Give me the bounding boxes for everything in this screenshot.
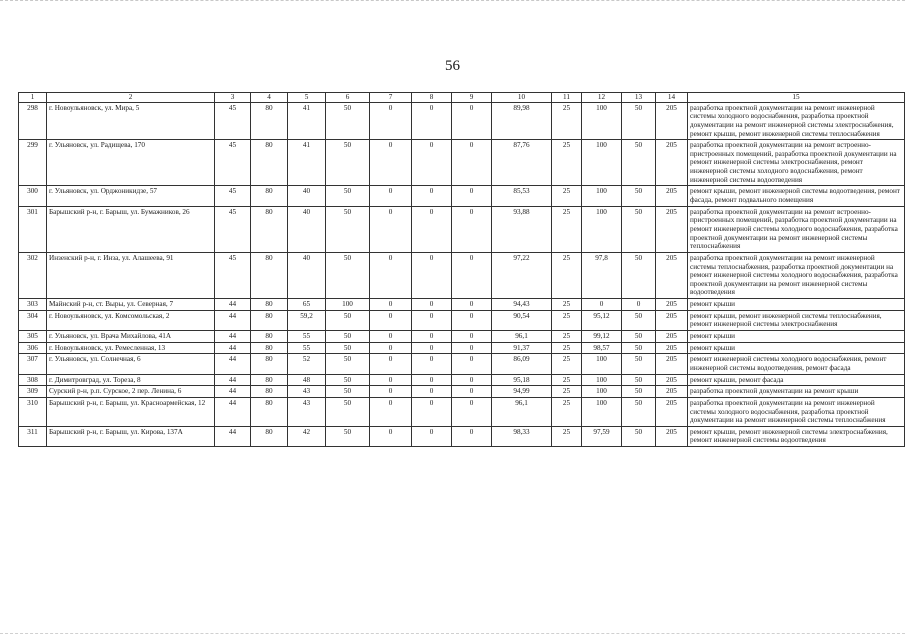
- cell-works: разработка проектной документации на ремонт инженерной системы холодного водоснабжения, разработка проектной документации на ремонт инженерной системы теплоснабжения: [688, 397, 905, 426]
- cell-c4: 80: [251, 354, 288, 374]
- cell-c6: 50: [326, 206, 370, 252]
- cell-n: 311: [19, 426, 47, 446]
- cell-c4: 80: [251, 397, 288, 426]
- cell-c6: 50: [326, 354, 370, 374]
- cell-c5: 42: [288, 426, 326, 446]
- cell-works: разработка проектной документации на ремонт крыши: [688, 386, 905, 398]
- cell-c14: 205: [656, 426, 688, 446]
- cell-c9: 0: [452, 342, 492, 354]
- cell-c9: 0: [452, 140, 492, 186]
- cell-c4: 80: [251, 299, 288, 311]
- cell-c11: 25: [552, 342, 582, 354]
- cell-c13: 50: [622, 186, 656, 206]
- cell-c8: 0: [412, 186, 452, 206]
- column-header-10: 10: [492, 93, 552, 103]
- cell-c11: 25: [552, 397, 582, 426]
- scan-bottom-edge: [0, 633, 905, 634]
- cell-c14: 205: [656, 342, 688, 354]
- cell-works: разработка проектной документации на ремонт инженерной системы теплоснабжения, разработка проектной документации на ремонт инженерной системы холодного водоснабжения, разработка проектной документации на ремонт инженерной системы водоотведения: [688, 252, 905, 298]
- table-row: [19, 342, 905, 354]
- cell-c10: 94,99: [492, 386, 552, 398]
- cell-c4: 80: [251, 252, 288, 298]
- cell-c8: 0: [412, 426, 452, 446]
- cell-c10: 96,1: [492, 331, 552, 343]
- cell-c6: 50: [326, 310, 370, 330]
- cell-works: разработка проектной документации на ремонт встроенно-пристроенных помещений, разработка проектной документации на ремонт инженерной системы электроснабжения, ремонт инженерной системы холодного водоснабжения, ремонт инженерной системы водоотведения: [688, 140, 905, 186]
- cell-c5: 40: [288, 186, 326, 206]
- cell-addr: г. Новоульяновск, ул. Мира, 5: [47, 102, 215, 140]
- cell-c6: 50: [326, 102, 370, 140]
- cell-works: ремонт крыши, ремонт инженерной системы теплоснабжения, ремонт инженерной системы электроснабжения: [688, 310, 905, 330]
- cell-c11: 25: [552, 140, 582, 186]
- cell-c9: 0: [452, 206, 492, 252]
- cell-c3: 45: [215, 206, 251, 252]
- table-row: [19, 299, 905, 311]
- cell-c12: 97,59: [582, 426, 622, 446]
- cell-c8: 0: [412, 342, 452, 354]
- cell-n: 301: [19, 206, 47, 252]
- cell-works: ремонт крыши: [688, 342, 905, 354]
- table-row: [19, 331, 905, 343]
- cell-c5: 55: [288, 342, 326, 354]
- cell-n: 303: [19, 299, 47, 311]
- cell-c9: 0: [452, 299, 492, 311]
- cell-c10: 85,53: [492, 186, 552, 206]
- cell-n: 306: [19, 342, 47, 354]
- cell-c5: 40: [288, 206, 326, 252]
- cell-c14: 205: [656, 102, 688, 140]
- cell-c13: 50: [622, 140, 656, 186]
- column-header-3: 3: [215, 93, 251, 103]
- cell-c8: 0: [412, 386, 452, 398]
- cell-c14: 205: [656, 354, 688, 374]
- table-row: [19, 374, 905, 386]
- cell-c5: 41: [288, 140, 326, 186]
- cell-addr: Барышский р-н, г. Барыш, ул. Красноармейская, 12: [47, 397, 215, 426]
- cell-c9: 0: [452, 102, 492, 140]
- column-header-14: 14: [656, 93, 688, 103]
- cell-n: 304: [19, 310, 47, 330]
- cell-c7: 0: [370, 299, 412, 311]
- cell-c5: 40: [288, 252, 326, 298]
- cell-c7: 0: [370, 426, 412, 446]
- header-row: [19, 93, 905, 103]
- cell-n: 310: [19, 397, 47, 426]
- cell-works: ремонт инженерной системы холодного водоснабжения, ремонт инженерной системы водоотведения, ремонт фасада: [688, 354, 905, 374]
- cell-c14: 205: [656, 140, 688, 186]
- cell-addr: Инзенский р-н, г. Инза, ул. Алашеева, 91: [47, 252, 215, 298]
- cell-c4: 80: [251, 140, 288, 186]
- cell-c7: 0: [370, 397, 412, 426]
- cell-works: ремонт крыши, ремонт инженерной системы электроснабжения, ремонт инженерной системы водоотведения: [688, 426, 905, 446]
- cell-c14: 205: [656, 310, 688, 330]
- cell-addr: г. Ульяновск, ул. Солнечная, 6: [47, 354, 215, 374]
- cell-c7: 0: [370, 331, 412, 343]
- cell-c11: 25: [552, 252, 582, 298]
- cell-c10: 86,09: [492, 354, 552, 374]
- table-row: [19, 252, 905, 298]
- cell-c6: 50: [326, 342, 370, 354]
- cell-c10: 96,1: [492, 397, 552, 426]
- table-row: [19, 140, 905, 186]
- cell-n: 305: [19, 331, 47, 343]
- cell-n: 309: [19, 386, 47, 398]
- cell-c14: 205: [656, 252, 688, 298]
- cell-c13: 50: [622, 386, 656, 398]
- cell-n: 299: [19, 140, 47, 186]
- cell-c5: 52: [288, 354, 326, 374]
- cell-c10: 97,22: [492, 252, 552, 298]
- column-header-12: 12: [582, 93, 622, 103]
- cell-c14: 205: [656, 299, 688, 311]
- column-header-13: 13: [622, 93, 656, 103]
- cell-c14: 205: [656, 206, 688, 252]
- cell-n: 307: [19, 354, 47, 374]
- cell-c14: 205: [656, 186, 688, 206]
- cell-c3: 45: [215, 186, 251, 206]
- cell-c8: 0: [412, 206, 452, 252]
- table-row: [19, 102, 905, 140]
- cell-c4: 80: [251, 206, 288, 252]
- cell-addr: Сурский р-н, р.п. Сурское, 2 пер. Ленина, 6: [47, 386, 215, 398]
- cell-c11: 25: [552, 331, 582, 343]
- cell-c6: 50: [326, 426, 370, 446]
- cell-c14: 205: [656, 397, 688, 426]
- cell-c12: 99,12: [582, 331, 622, 343]
- cell-c7: 0: [370, 310, 412, 330]
- cell-works: ремонт крыши: [688, 331, 905, 343]
- cell-c7: 0: [370, 252, 412, 298]
- column-header-8: 8: [412, 93, 452, 103]
- cell-addr: г. Новоульяновск, ул. Комсомольская, 2: [47, 310, 215, 330]
- cell-c13: 50: [622, 354, 656, 374]
- cell-c4: 80: [251, 186, 288, 206]
- column-header-2: 2: [47, 93, 215, 103]
- column-header-11: 11: [552, 93, 582, 103]
- cell-c10: 93,88: [492, 206, 552, 252]
- cell-c9: 0: [452, 386, 492, 398]
- page-number: 56: [445, 58, 460, 74]
- table-row: [19, 310, 905, 330]
- cell-c6: 50: [326, 252, 370, 298]
- cell-c4: 80: [251, 426, 288, 446]
- cell-c5: 43: [288, 397, 326, 426]
- cell-c11: 25: [552, 354, 582, 374]
- cell-c11: 25: [552, 374, 582, 386]
- cell-c14: 205: [656, 374, 688, 386]
- cell-n: 302: [19, 252, 47, 298]
- cell-c7: 0: [370, 140, 412, 186]
- cell-c11: 25: [552, 299, 582, 311]
- cell-addr: г. Ульяновск, ул. Врача Михайлова, 41А: [47, 331, 215, 343]
- cell-c10: 89,98: [492, 102, 552, 140]
- cell-addr: Майнский р-н, ст. Выры, ул. Северная, 7: [47, 299, 215, 311]
- cell-c4: 80: [251, 331, 288, 343]
- cell-c13: 50: [622, 342, 656, 354]
- cell-addr: г. Ульяновск, ул. Орджоникидзе, 57: [47, 186, 215, 206]
- cell-c9: 0: [452, 331, 492, 343]
- data-table: [18, 92, 905, 447]
- cell-c6: 50: [326, 186, 370, 206]
- cell-c5: 55: [288, 331, 326, 343]
- cell-addr: г. Димитровград, ул. Тореза, 8: [47, 374, 215, 386]
- cell-c12: 95,12: [582, 310, 622, 330]
- cell-c10: 87,76: [492, 140, 552, 186]
- cell-c13: 50: [622, 374, 656, 386]
- cell-c10: 94,43: [492, 299, 552, 311]
- cell-c8: 0: [412, 252, 452, 298]
- cell-c10: 91,37: [492, 342, 552, 354]
- cell-c5: 43: [288, 386, 326, 398]
- cell-c3: 44: [215, 426, 251, 446]
- cell-c11: 25: [552, 386, 582, 398]
- column-header-5: 5: [288, 93, 326, 103]
- cell-c12: 100: [582, 354, 622, 374]
- cell-c3: 44: [215, 331, 251, 343]
- cell-c8: 0: [412, 299, 452, 311]
- cell-addr: г. Ульяновск, ул. Радищева, 170: [47, 140, 215, 186]
- cell-c3: 44: [215, 374, 251, 386]
- cell-works: разработка проектной документации на ремонт встроенно-пристроенных помещений, разработка проектной документации на ремонт инженерной системы холодного водоснабжения, разработка проектной документации на ремонт инженерной системы теплоснабжения: [688, 206, 905, 252]
- cell-addr: г. Новоульяновск, ул. Ремесленная, 13: [47, 342, 215, 354]
- cell-c7: 0: [370, 206, 412, 252]
- column-header-6: 6: [326, 93, 370, 103]
- cell-addr: Барышский р-н, г. Барыш, ул. Кирова, 137А: [47, 426, 215, 446]
- cell-c5: 65: [288, 299, 326, 311]
- cell-c9: 0: [452, 252, 492, 298]
- cell-c12: 100: [582, 374, 622, 386]
- table-row: [19, 354, 905, 374]
- cell-works: разработка проектной документации на ремонт инженерной системы холодного водоснабжения, разработка проектной документации на ремонт инженерной системы электроснабжения, ремонт крыши, ремонт инженерной системы теплоснабжения: [688, 102, 905, 140]
- cell-c12: 97,8: [582, 252, 622, 298]
- cell-c8: 0: [412, 397, 452, 426]
- cell-c7: 0: [370, 354, 412, 374]
- cell-c7: 0: [370, 374, 412, 386]
- cell-c8: 0: [412, 374, 452, 386]
- cell-c5: 48: [288, 374, 326, 386]
- cell-c13: 0: [622, 299, 656, 311]
- cell-c12: 100: [582, 102, 622, 140]
- cell-c5: 41: [288, 102, 326, 140]
- cell-n: 300: [19, 186, 47, 206]
- cell-c6: 50: [326, 397, 370, 426]
- cell-c12: 100: [582, 186, 622, 206]
- cell-c13: 50: [622, 310, 656, 330]
- cell-c3: 44: [215, 310, 251, 330]
- cell-c6: 50: [326, 140, 370, 186]
- column-header-15: 15: [688, 93, 905, 103]
- cell-c3: 45: [215, 140, 251, 186]
- cell-c9: 0: [452, 186, 492, 206]
- table-row: [19, 397, 905, 426]
- cell-c8: 0: [412, 102, 452, 140]
- cell-c11: 25: [552, 206, 582, 252]
- cell-c3: 44: [215, 299, 251, 311]
- cell-c13: 50: [622, 331, 656, 343]
- cell-c4: 80: [251, 374, 288, 386]
- table-row: [19, 206, 905, 252]
- cell-works: ремонт крыши, ремонт инженерной системы водоотведения, ремонт фасада, ремонт подвального помещения: [688, 186, 905, 206]
- cell-c14: 205: [656, 331, 688, 343]
- cell-c12: 0: [582, 299, 622, 311]
- cell-c10: 90,54: [492, 310, 552, 330]
- cell-c6: 50: [326, 386, 370, 398]
- cell-c8: 0: [412, 354, 452, 374]
- cell-c7: 0: [370, 186, 412, 206]
- cell-c6: 50: [326, 331, 370, 343]
- cell-c12: 100: [582, 140, 622, 186]
- cell-n: 308: [19, 374, 47, 386]
- cell-c3: 44: [215, 386, 251, 398]
- column-header-4: 4: [251, 93, 288, 103]
- cell-c12: 98,57: [582, 342, 622, 354]
- cell-c4: 80: [251, 102, 288, 140]
- cell-c7: 0: [370, 386, 412, 398]
- cell-works: ремонт крыши: [688, 299, 905, 311]
- cell-c13: 50: [622, 102, 656, 140]
- cell-c7: 0: [370, 102, 412, 140]
- cell-c3: 45: [215, 102, 251, 140]
- cell-c9: 0: [452, 426, 492, 446]
- cell-c11: 25: [552, 310, 582, 330]
- cell-c3: 44: [215, 342, 251, 354]
- cell-c13: 50: [622, 397, 656, 426]
- cell-addr: Барышский р-н, г. Барыш, ул. Бумажников, 26: [47, 206, 215, 252]
- cell-c12: 100: [582, 386, 622, 398]
- cell-c8: 0: [412, 140, 452, 186]
- cell-c4: 80: [251, 310, 288, 330]
- cell-c12: 100: [582, 397, 622, 426]
- cell-c4: 80: [251, 386, 288, 398]
- cell-c9: 0: [452, 397, 492, 426]
- cell-c9: 0: [452, 354, 492, 374]
- cell-c8: 0: [412, 310, 452, 330]
- cell-c8: 0: [412, 331, 452, 343]
- cell-c3: 45: [215, 252, 251, 298]
- column-header-7: 7: [370, 93, 412, 103]
- table-row: [19, 386, 905, 398]
- table-body: [19, 102, 905, 446]
- column-header-1: 1: [19, 93, 47, 103]
- table-row: [19, 426, 905, 446]
- cell-c11: 25: [552, 102, 582, 140]
- cell-c11: 25: [552, 186, 582, 206]
- cell-c6: 100: [326, 299, 370, 311]
- scan-top-edge: [0, 0, 905, 3]
- cell-c10: 95,18: [492, 374, 552, 386]
- cell-c4: 80: [251, 342, 288, 354]
- cell-c9: 0: [452, 374, 492, 386]
- cell-c11: 25: [552, 426, 582, 446]
- cell-c3: 44: [215, 354, 251, 374]
- table-row: [19, 186, 905, 206]
- cell-c6: 50: [326, 374, 370, 386]
- cell-works: ремонт крыши, ремонт фасада: [688, 374, 905, 386]
- cell-c12: 100: [582, 206, 622, 252]
- cell-c5: 59,2: [288, 310, 326, 330]
- cell-n: 298: [19, 102, 47, 140]
- column-header-9: 9: [452, 93, 492, 103]
- cell-c3: 44: [215, 397, 251, 426]
- cell-c10: 98,33: [492, 426, 552, 446]
- cell-c13: 50: [622, 206, 656, 252]
- cell-c9: 0: [452, 310, 492, 330]
- cell-c14: 205: [656, 386, 688, 398]
- cell-c13: 50: [622, 252, 656, 298]
- cell-c13: 50: [622, 426, 656, 446]
- cell-c7: 0: [370, 342, 412, 354]
